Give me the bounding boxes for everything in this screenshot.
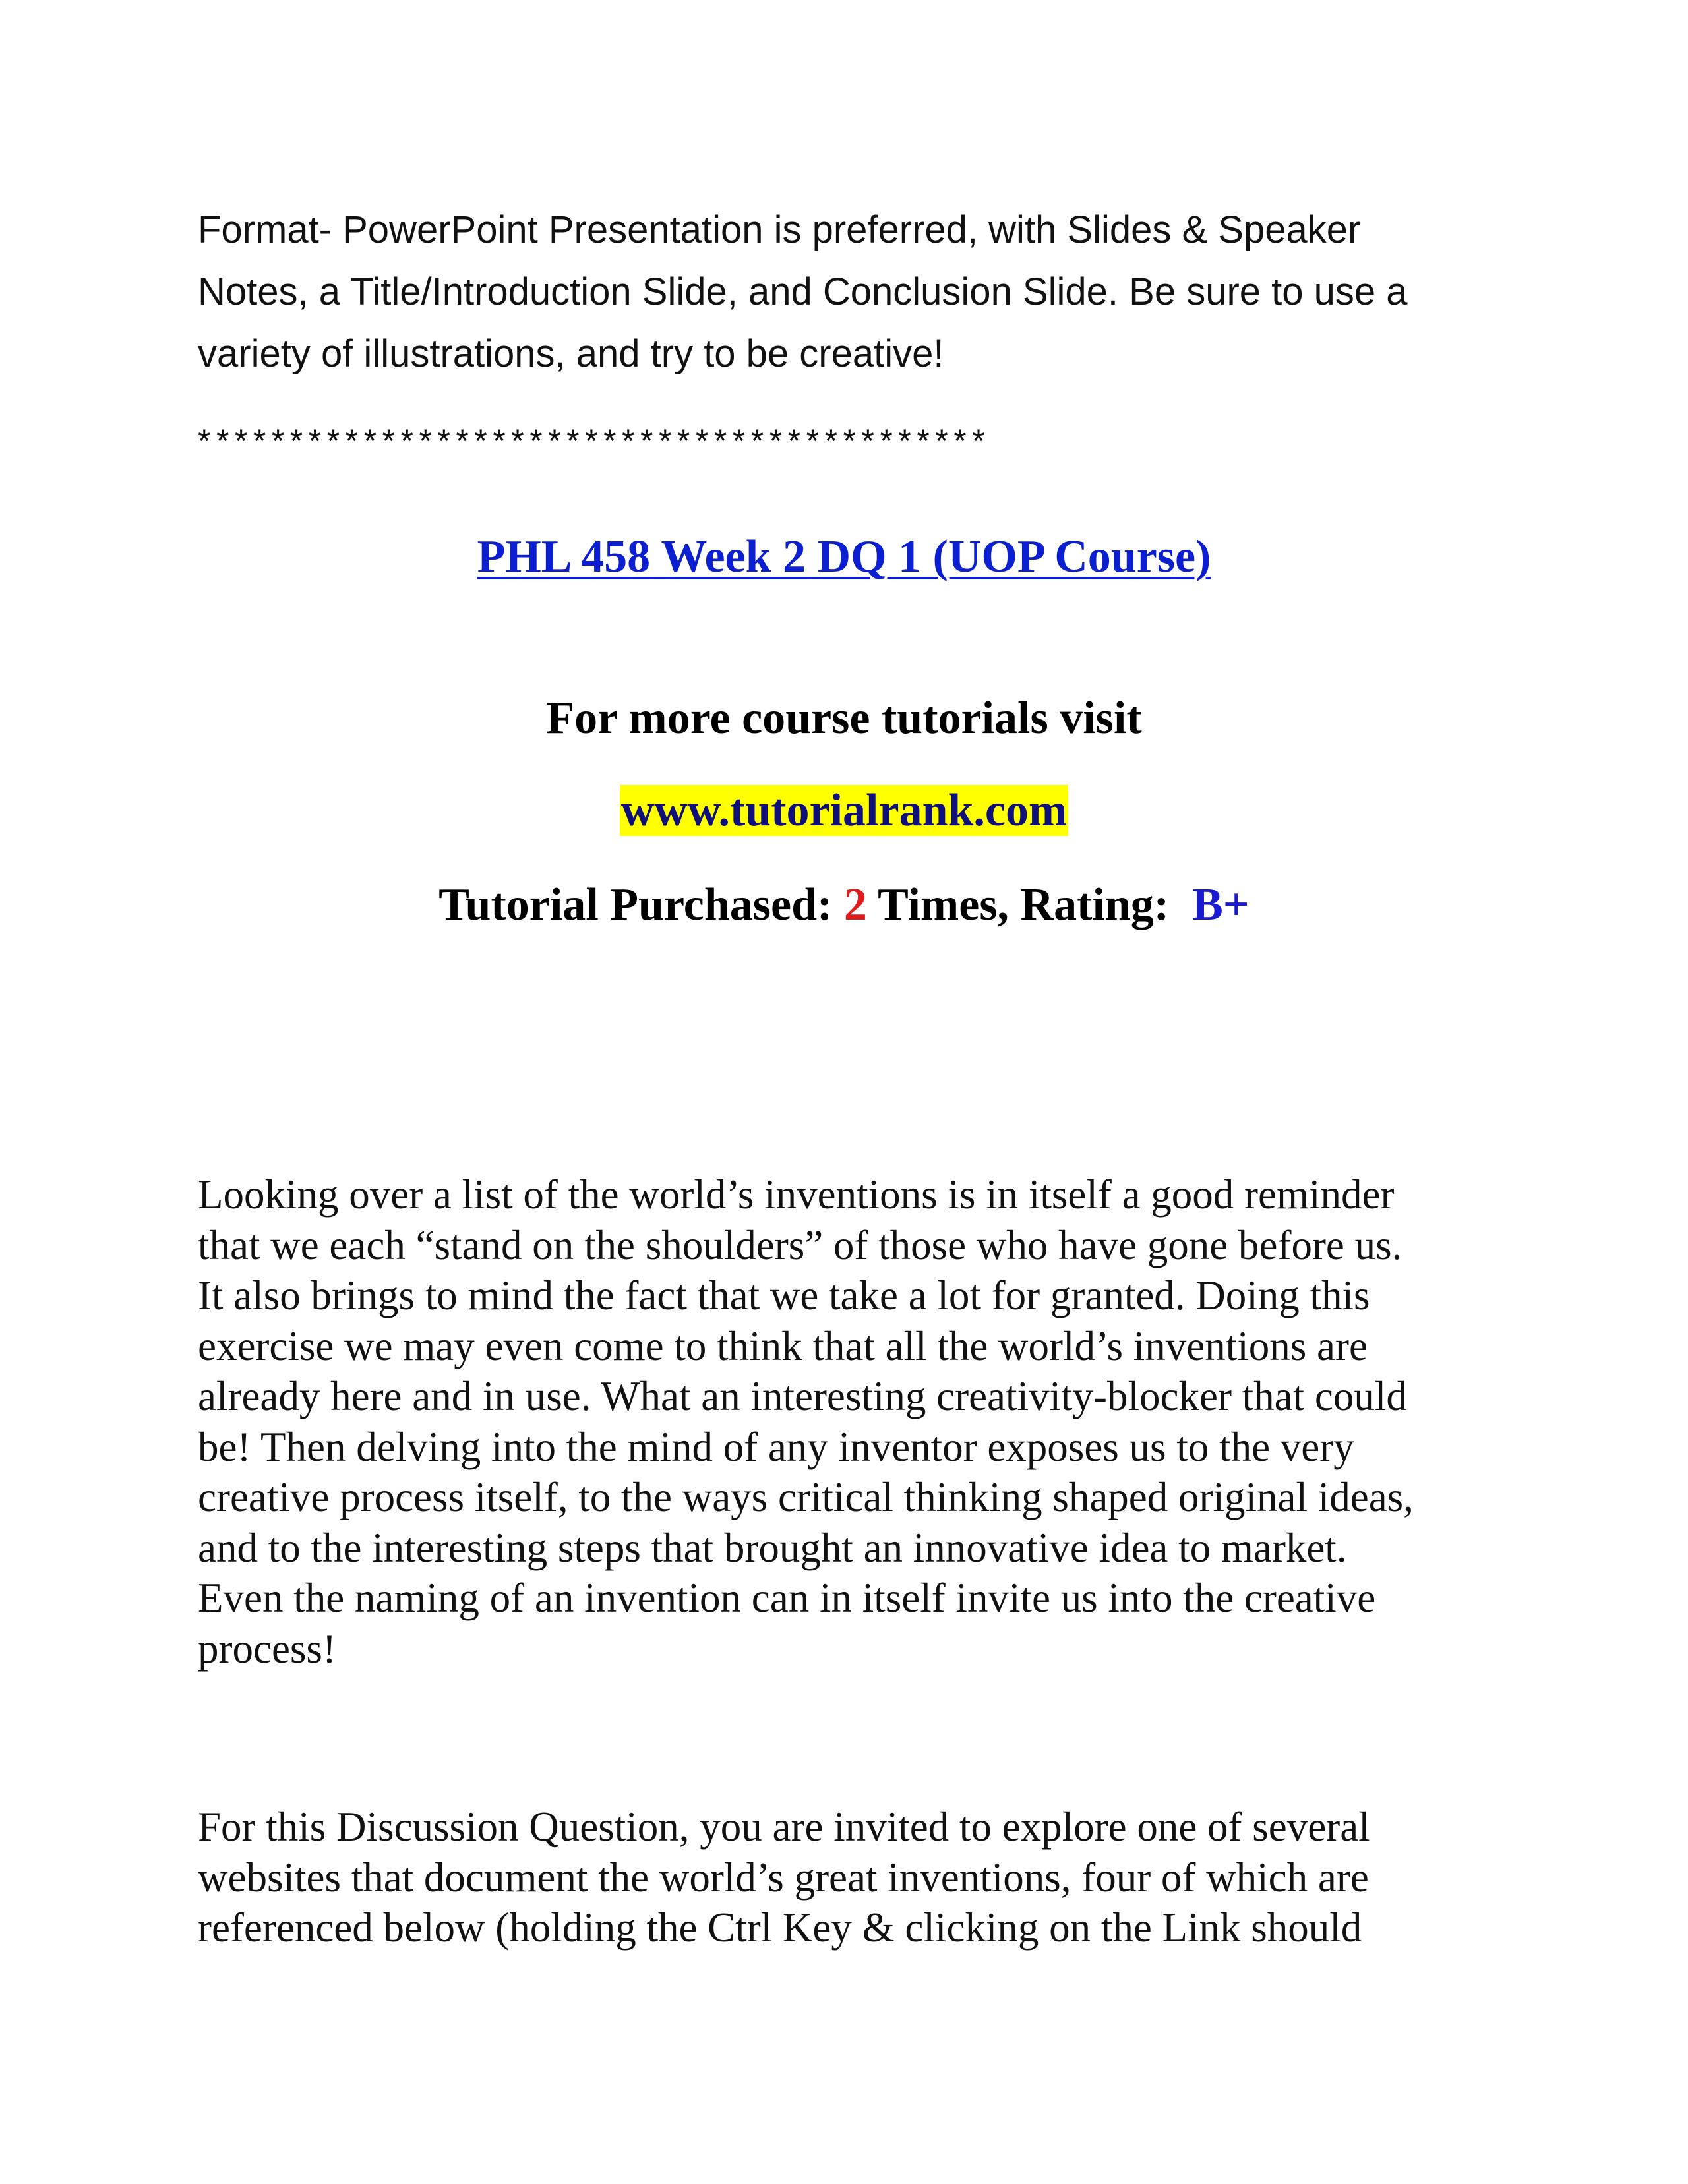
purchased-label: Tutorial Purchased: (438, 879, 844, 930)
body-line: that we each “stand on the shoulders” of those who have gone before us. (198, 1222, 1402, 1268)
body-line: For this Discussion Question, you are invited to explore one of several (198, 1804, 1370, 1850)
body-line: referenced below (holding the Ctrl Key & clicking on the Link should (198, 1904, 1362, 1951)
format-line: variety of illustrations, and try to be creative! (198, 332, 944, 375)
body-line: Even the naming of an invention can in itself invite us into the creative (198, 1575, 1376, 1621)
site-line (0, 781, 1688, 841)
body-line: creative process itself, to the ways critical thinking shaped original ideas, (198, 1474, 1414, 1520)
body-line: Looking over a list of the world’s inventions is in itself a good reminder (198, 1171, 1395, 1218)
asterisk-separator: ******************************************* (198, 423, 991, 459)
purchase-count: 2 (843, 879, 867, 930)
body-line: already here and in use. What an interesting creativity-blocker that could (198, 1373, 1407, 1419)
format-line: Format- PowerPoint Presentation is preferred, with Slides & Speaker (198, 208, 1361, 251)
body-line: websites that document the world’s great inventions, four of which are (198, 1854, 1369, 1901)
format-instructions (198, 199, 1517, 385)
visit-text: For more course tutorials visit (546, 693, 1142, 744)
body-line: exercise we may even come to think that all the world’s inventions are (198, 1322, 1368, 1369)
purchase-rating-line (0, 875, 1688, 935)
course-title-link[interactable]: PHL 458 Week 2 DQ 1 (UOP Course) (477, 531, 1211, 582)
tutorial-site-link[interactable]: www.tutorialrank.com (620, 785, 1068, 836)
body-paragraph-1 (198, 1169, 1517, 1674)
body-line: be! Then delving into the mind of any inventor exposes us to the very (198, 1423, 1354, 1470)
times-rating-label: Times, Rating: (866, 879, 1193, 930)
rating-value: B+ (1192, 879, 1250, 930)
body-paragraph-2 (198, 1802, 1517, 1953)
format-line: Notes, a Title/Introduction Slide, and Conclusion Slide. Be sure to use a (198, 270, 1408, 313)
course-title (0, 527, 1688, 587)
body-line: It also brings to mind the fact that we take a lot for granted. Doing this (198, 1272, 1370, 1318)
body-line: process! (198, 1625, 336, 1672)
body-line: and to the interesting steps that brought an innovative idea to market. (198, 1524, 1347, 1571)
